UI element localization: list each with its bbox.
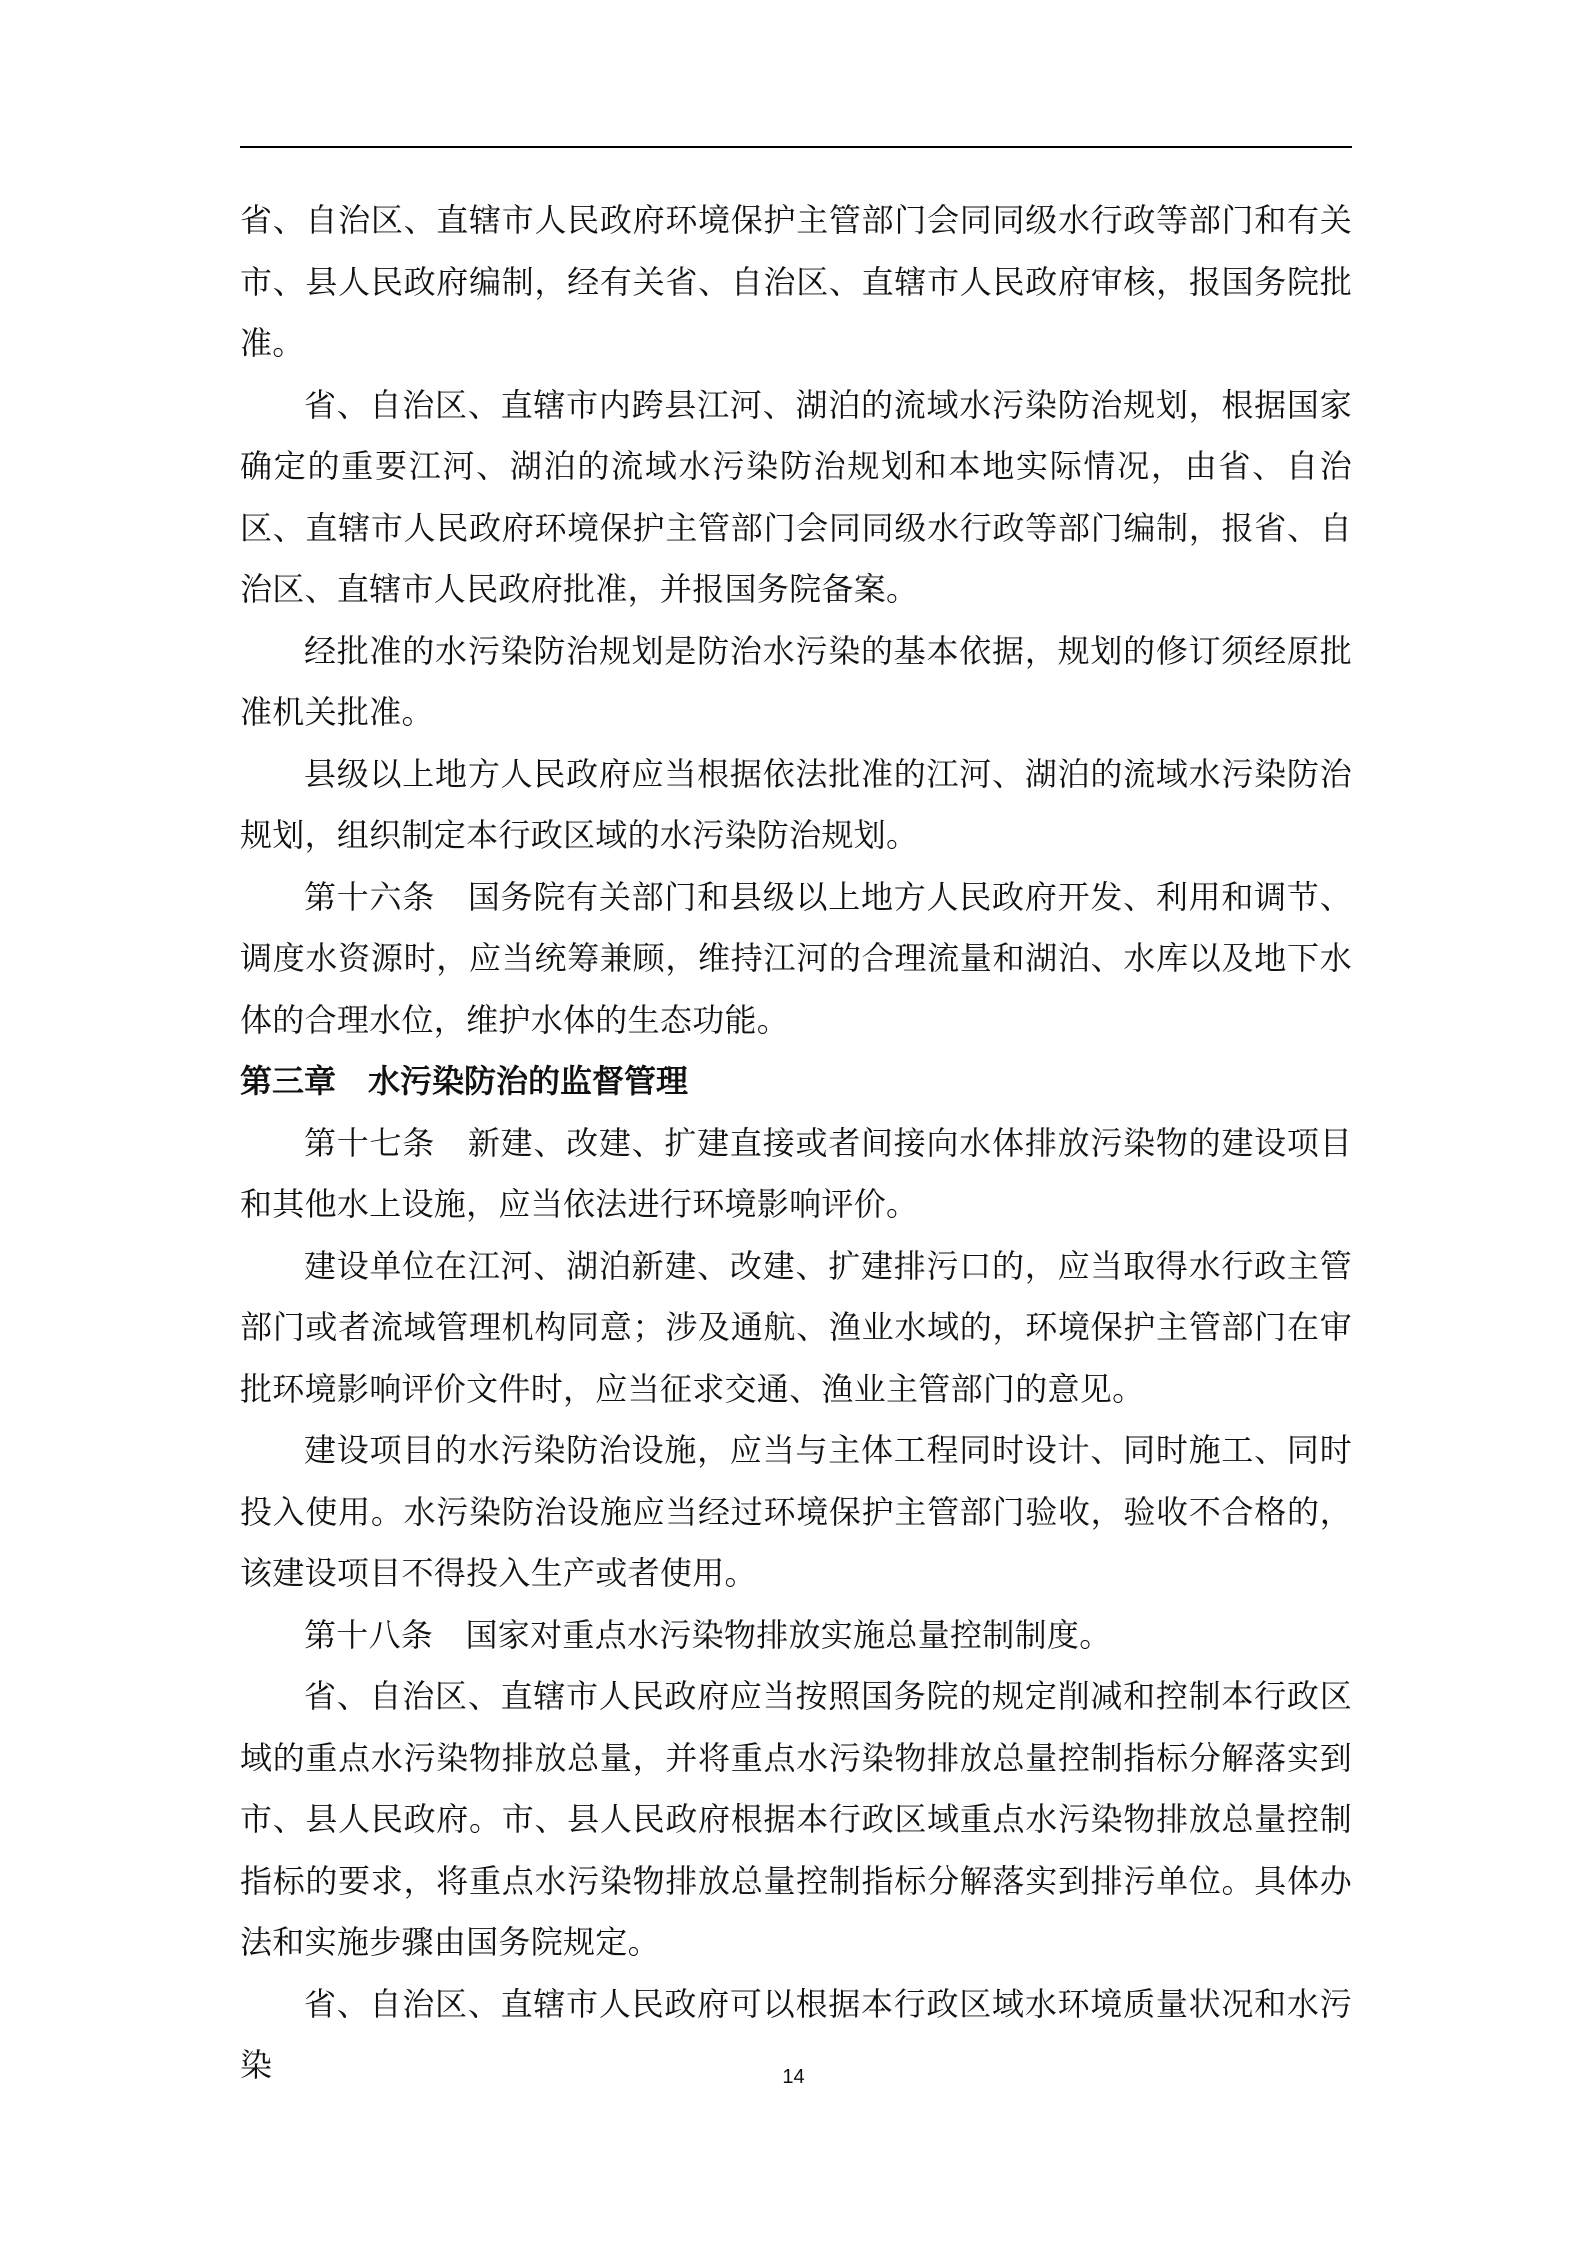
paragraph: 省、自治区、直辖市内跨县江河、湖泊的流域水污染防治规划，根据国家确定的重要江河、湖泊的流域水污染防治规划和本地实际情况，由省、自治区、直辖市人民政府环境保护主管部门会同同级水行政等部门编制，报省、自治区、直辖市人民政府批准，并报国务院备案。 — [240, 385, 1352, 608]
header-rule — [240, 146, 1352, 148]
article-17: 第十七条 新建、改建、扩建直接或者间接向水体排放污染物的建设项目和其他水上设施，应当依法进行环境影响评价。 — [240, 1123, 1352, 1223]
article-16: 第十六条 国务院有关部门和县级以上地方人民政府开发、利用和调节、调度水资源时，应当统筹兼顾，维持江河的合理流量和湖泊、水库以及地下水体的合理水位，维护水体的生态功能。 — [240, 877, 1352, 1039]
chapter-heading: 第三章 水污染防治的监督管理 — [240, 1062, 689, 1100]
article-18: 第十八条 国家对重点水污染物排放实施总量控制制度。 — [304, 1615, 1112, 1654]
paragraph: 县级以上地方人民政府应当根据依法批准的江河、湖泊的流域水污染防治规划，组织制定本行政区域的水污染防治规划。 — [240, 754, 1352, 854]
paragraph: 省、自治区、直辖市人民政府应当按照国务院的规定削减和控制本行政区域的重点水污染物排放总量，并将重点水污染物排放总量控制指标分解落实到市、县人民政府。市、县人民政府根据本行政区域重点水污染物排放总量控制指标的要求，将重点水污染物排放总量控制指标分解落实到排污单位。具体办法和实施步骤由国务院规定。 — [240, 1677, 1352, 1961]
paragraph: 建设项目的水污染防治设施，应当与主体工程同时设计、同时施工、同时投入使用。水污染防治设施应当经过环境保护主管部门验收，验收不合格的，该建设项目不得投入生产或者使用。 — [240, 1431, 1352, 1592]
document-body — [240, 190, 1352, 2097]
paragraph: 省、自治区、直辖市人民政府环境保护主管部门会同同级水行政等部门和有关市、县人民政府编制，经有关省、自治区、直辖市人民政府审核，报国务院批准。 — [240, 201, 1352, 362]
paragraph: 建设单位在江河、湖泊新建、改建、扩建排污口的，应当取得水行政主管部门或者流域管理机构同意；涉及通航、渔业水域的，环境保护主管部门在审批环境影响评价文件时，应当征求交通、渔业主管部门的意见。 — [240, 1246, 1352, 1408]
paragraph: 省、自治区、直辖市人民政府可以根据本行政区域水环境质量状况和水污染 — [240, 1984, 1352, 2084]
paragraph: 经批准的水污染防治规划是防治水污染的基本依据，规划的修订须经原批准机关批准。 — [240, 631, 1352, 731]
page-number: 14 — [782, 2066, 805, 2088]
